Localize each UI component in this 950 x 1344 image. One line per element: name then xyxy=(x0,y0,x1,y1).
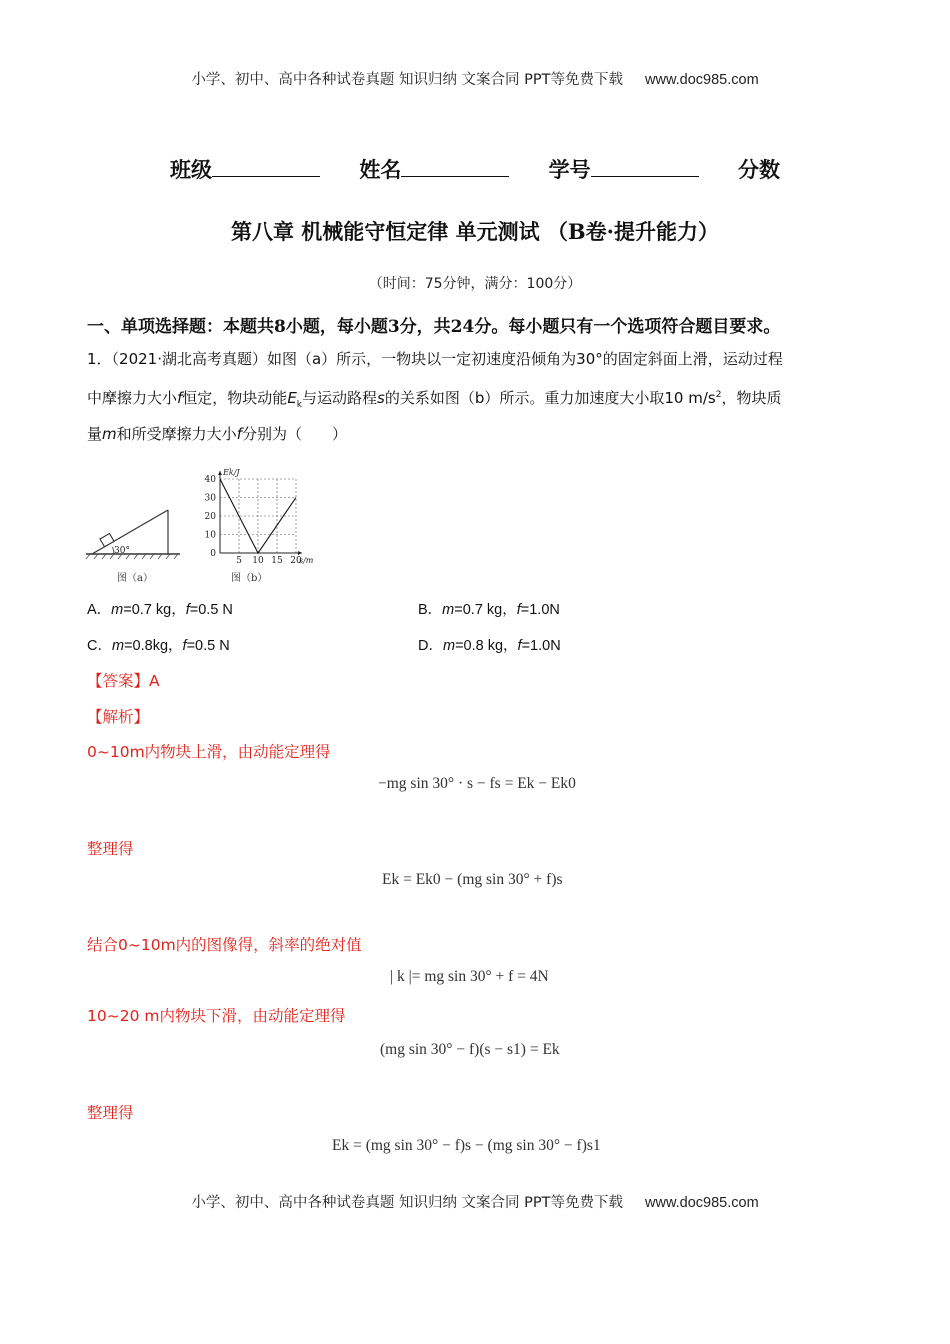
page-header xyxy=(0,68,950,89)
y-tick-label: 30 xyxy=(204,493,216,504)
solution-step-5: 整理得 xyxy=(87,1104,134,1122)
analysis-label: 【解析】 xyxy=(87,708,150,726)
y-axis-label: Ek/J xyxy=(223,468,240,477)
equation-4: (mg sin 30° − f)(s − s1) = Ek xyxy=(380,1041,560,1058)
solution-step-1: 0~10m内物块上滑，由动能定理得 xyxy=(87,743,331,761)
page-title: 第八章 机械能守恒定律 单元测试 （B卷·提升能力） xyxy=(231,219,719,244)
name-field[interactable] xyxy=(359,154,509,184)
figure-b-chart xyxy=(198,464,326,570)
question-line-2: 中摩擦力大小f恒定，物块动能$E_k$与运动路程s的关系如图（b）所示。重力加速度大小取10 $m/s^2$，物块质 xyxy=(87,389,782,410)
page-footer xyxy=(0,1191,950,1212)
student-info-fields xyxy=(0,154,950,184)
class-field[interactable] xyxy=(170,154,320,184)
footer-site[interactable]: www.doc985.com xyxy=(645,1195,759,1211)
figure-b-caption: 图（b） xyxy=(231,573,268,584)
equation-2: Ek = Ek0 − (mg sin 30° + f)s xyxy=(382,871,563,888)
score-field[interactable] xyxy=(738,154,780,184)
solution-step-4: 10~20 m内物块下滑，由动能定理得 xyxy=(87,1007,346,1025)
x-tick-label: 10 xyxy=(252,556,264,566)
section-heading: 一、单项选择题：本题共8小题，每小题3分，共24分。每小题只有一个选项符合题目要求。 xyxy=(87,317,781,337)
exam-time-info: （时间：75分钟，满分：100分） xyxy=(368,276,582,292)
y-tick-label: 10 xyxy=(204,530,216,541)
header-text: 小学、初中、高中各种试卷真题 知识归纳 文案合同 PPT等免费下载 xyxy=(191,72,624,88)
y-tick-label: 0 xyxy=(210,549,216,559)
option-c[interactable]: C．m=0.8kg，f=0.5 N xyxy=(87,638,230,654)
x-axis-label: s/m xyxy=(299,556,314,565)
solution-step-3: 结合0~10m内的图像得，斜率的绝对值 xyxy=(87,936,362,954)
equation-5: Ek = (mg sin 30° − f)s − (mg sin 30° − f)s1 xyxy=(332,1137,601,1154)
y-tick-label: 40 xyxy=(204,475,216,485)
equation-1: −mg sin 30° · s − fs = Ek − Ek0 xyxy=(378,775,576,792)
id-label: 学号 xyxy=(548,158,591,182)
x-axis-arrow xyxy=(298,551,302,555)
answer-label: 【答案】A xyxy=(87,672,160,690)
header-site[interactable]: www.doc985.com xyxy=(645,72,759,88)
id-field[interactable] xyxy=(549,154,699,184)
equation-3: | k |= mg sin 30° + f = 4N xyxy=(390,968,549,985)
option-d[interactable]: D．m=0.8 kg，f=1.0N xyxy=(418,638,561,654)
question-line-3: 量m和所受摩擦力大小f分别为（ ） xyxy=(87,425,347,443)
score-label: 分数 xyxy=(737,158,780,182)
incline-angle-label: 30° xyxy=(114,546,130,556)
figure-a-caption: 图（a） xyxy=(117,573,153,584)
x-tick-label: 20 xyxy=(290,556,302,566)
question-line-1: 1．（2021·湖北高考真题）如图（a）所示，一物块以一定初速度沿倾角为30°的固定斜面上滑，运动过程 xyxy=(87,350,783,368)
option-a[interactable]: A．m=0.7 kg，f=0.5 N xyxy=(87,602,233,618)
solution-step-2: 整理得 xyxy=(87,840,134,858)
x-tick-label: 5 xyxy=(236,556,242,566)
name-label: 姓名 xyxy=(359,158,402,182)
footer-text: 小学、初中、高中各种试卷真题 知识归纳 文案合同 PPT等免费下载 xyxy=(191,1195,624,1211)
option-b[interactable]: B．m=0.7 kg，f=1.0N xyxy=(418,602,560,618)
y-axis-arrow xyxy=(218,471,222,475)
class-label: 班级 xyxy=(170,158,213,182)
y-tick-label: 20 xyxy=(204,512,216,522)
x-tick-label: 15 xyxy=(271,556,283,566)
